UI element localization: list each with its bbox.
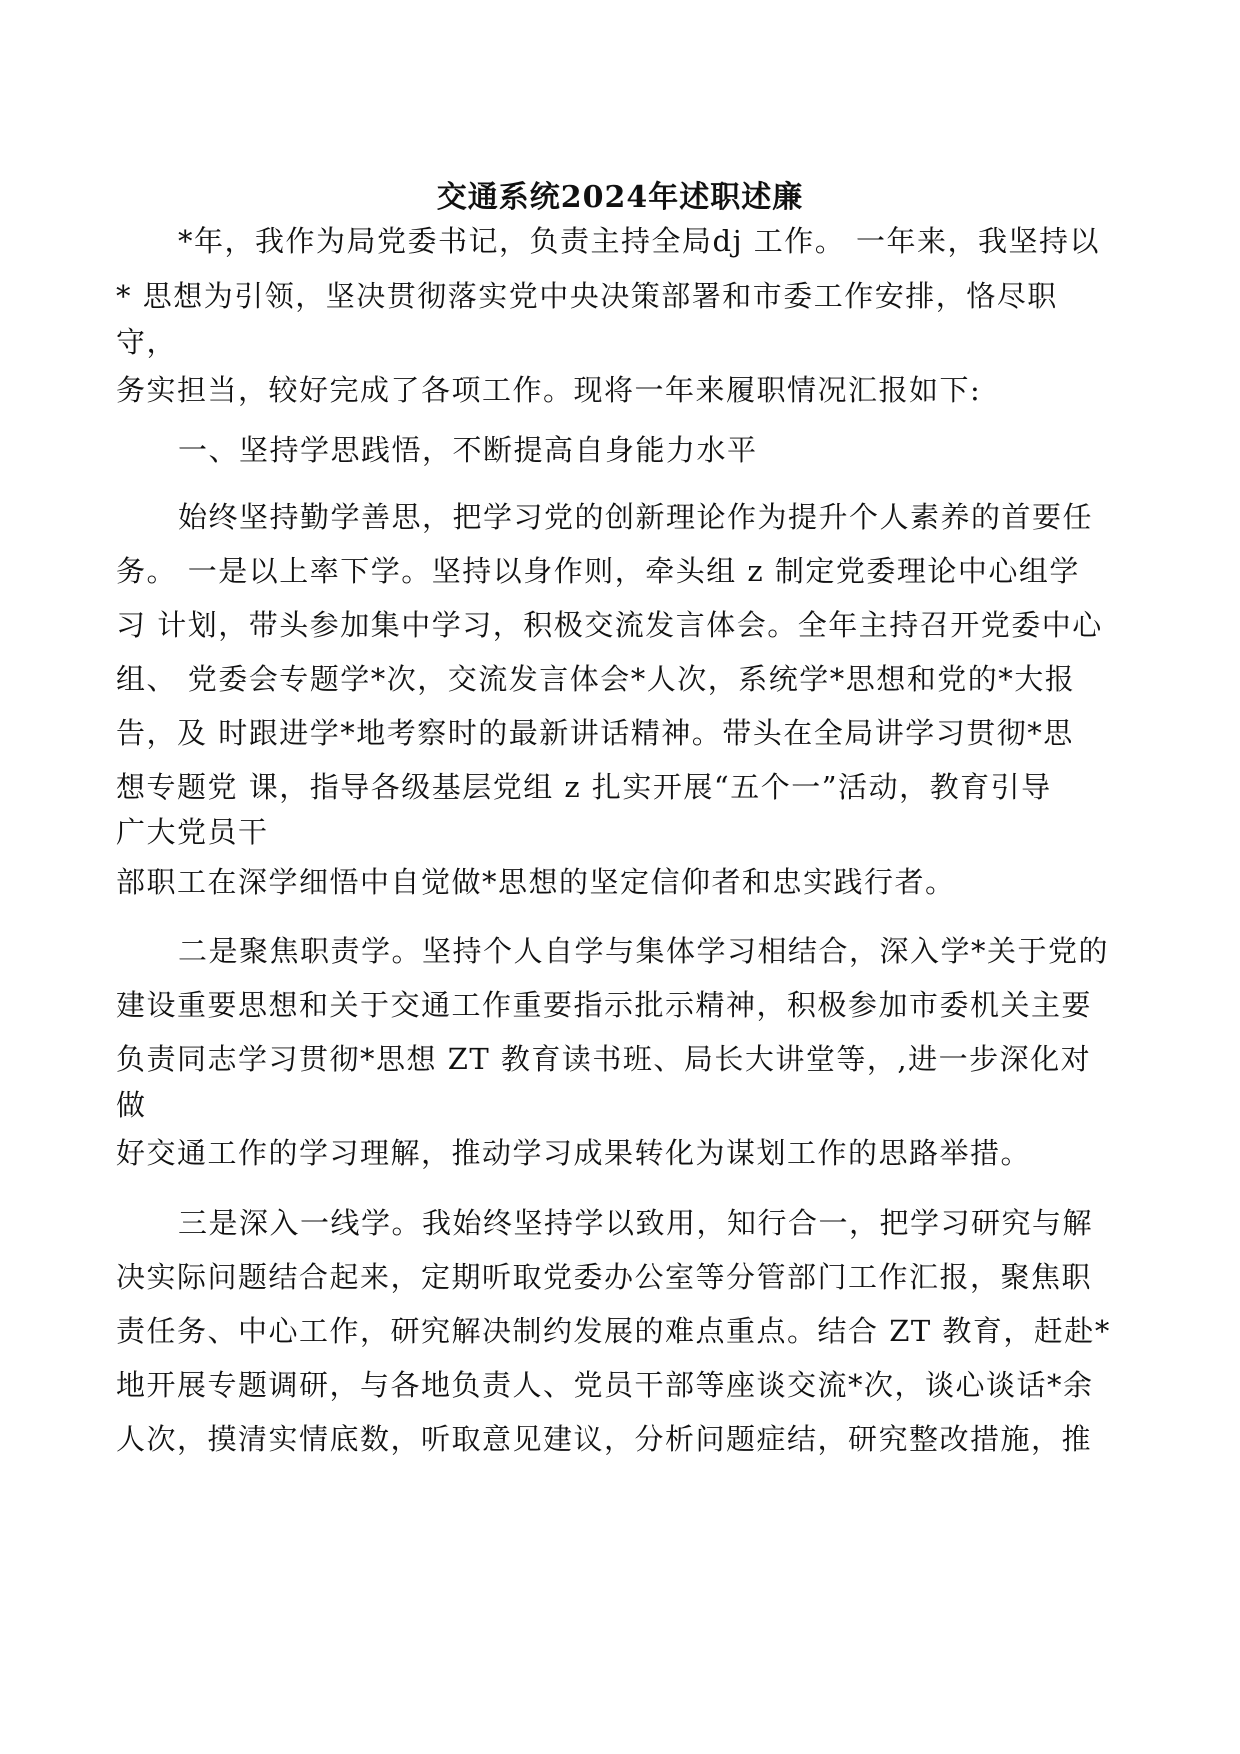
text-line: *年，我作为局党委书记，负责主持全局dj 工作。 一年来，我坚持以 (178, 224, 1100, 258)
text-line: 建设重要思想和关于交通工作重要指示批示精神，积极参加市委机关主要 (116, 988, 1093, 1022)
text-line: * 思想为引领，坚决贯彻落实党中央决策部署和市委工作安排，恪尽职 (116, 279, 1058, 313)
text-line: 地开展专题调研，与各地负责人、党员干部等座谈交流*次，谈心谈话*余 (116, 1368, 1094, 1402)
text-line: 好交通工作的学习理解，推动学习成果转化为谋划工作的思路举措。 (116, 1136, 1032, 1170)
text-line: 务。 一是以上率下学。坚持以身作则，牵头组 z 制定党委理论中心组学 (116, 554, 1080, 588)
text-line: 始终坚持勤学善思，把学习党的创新理论作为提升个人素养的首要任 (178, 500, 1094, 534)
section-heading: 一、坚持学思践悟，不断提高自身能力水平 (178, 433, 758, 467)
text-line: 人次，摸清实情底数，听取意见建议，分析问题症结，研究整改措施，推 (116, 1422, 1093, 1456)
text-line: 二是聚焦职责学。坚持个人自学与集体学习相结合，深入学*关于党的 (178, 934, 1110, 968)
text-line: 守， (116, 325, 178, 359)
text-line: 负责同志学习贯彻*思想 ZT 教育读书班、局长大讲堂等，,进一步深化对 (116, 1042, 1092, 1076)
text-line: 三是深入一线学。我始终坚持学以致用，知行合一，把学习研究与解 (178, 1206, 1094, 1240)
text-line: 组、 党委会专题学*次，交流发言体会*人次，系统学*思想和党的*大报 (116, 662, 1076, 696)
text-line: 决实际问题结合起来，定期听取党委办公室等分管部门工作汇报，聚焦职 (116, 1260, 1093, 1294)
text-line: 务实担当，较好完成了各项工作。现将一年来履职情况汇报如下: (116, 373, 982, 407)
text-line: 想专题党 课，指导各级基层党组 z 扎实开展“五个一”活动，教育引导 (116, 770, 1052, 804)
text-line: 习 计划，带头参加集中学习，积极交流发言体会。全年主持召开党委中心 (116, 608, 1103, 642)
text-line: 责任务、中心工作，研究解决制约发展的难点重点。结合 ZT 教育，赶赴* (116, 1314, 1111, 1348)
text-line: 部职工在深学细悟中自觉做*思想的坚定信仰者和忠实践行者。 (116, 865, 956, 899)
text-line: 告，及 时跟进学*地考察时的最新讲话精神。带头在全局讲学习贯彻*思 (116, 716, 1074, 750)
document-title: 交通系统2024年述职述廉 (436, 180, 804, 215)
text-line: 做 (116, 1088, 147, 1122)
text-line: 广大党员干 (116, 815, 269, 849)
